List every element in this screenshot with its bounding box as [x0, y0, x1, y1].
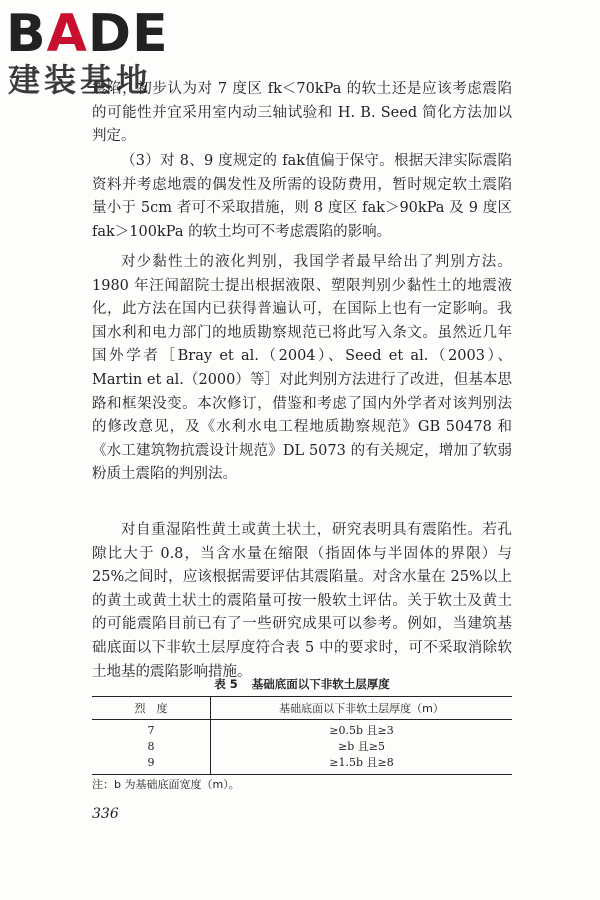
table-row — [92, 739, 512, 755]
header-intensity: 烈 度 — [92, 697, 211, 720]
paragraph-4 — [92, 519, 512, 684]
paragraph-text: （3）对 8、9 度规定的 fak值偏于保守。根据天津实际震陷资料并考虑地震的偶发性及所需的设防费用，暂时规定软土震陷量小于 5cm 者可不采取措施，则 8 度区 fak＞90kPa 及 9 度区 fak＞100kPa 的软土均可不考虑震陷的影响。 — [92, 153, 512, 240]
table-caption — [92, 676, 512, 692]
cell-thickness: ≥1.5b 且≥8 — [211, 755, 513, 775]
paragraph-text: 对少黏性土的液化判别，我国学者最早给出了判别方法。1980 年汪闻韶院士提出根据液限、塑限判别少黏性土的地震液化，此方法在国内已获得普遍认可，在国际上也有一定影响。我国水利和电力部门的地质勘察规范已将此写入条文。虽然近几年国外学者［Bray et al.（2004）、Seed et al.（2003）、Martin et al.（2000）等］对此判别方法进行了改进，但基本思路和框架没变。本次修订，借鉴和考虑了国内外学者对该判别法的修改意见，及《水利水电工程地质勘察规范》GB 50478 和《水工建筑物抗震设计规范》DL 5073 的有关规定，增加了软弱粉质土震陷的判别法。 — [92, 254, 512, 483]
cell-intensity: 8 — [92, 739, 211, 755]
header-thickness: 基础底面以下非软土层厚度（m） — [211, 697, 513, 720]
table-caption-number: 表 5 — [214, 677, 238, 691]
table-note: 注：b 为基础底面宽度（m）。 — [92, 778, 240, 791]
paragraph-1 — [92, 78, 512, 149]
table-row — [92, 720, 512, 740]
table-row — [92, 755, 512, 775]
cell-thickness: ≥b 且≥5 — [338, 740, 385, 753]
paragraph-2 — [92, 150, 512, 244]
logo-brand-sub: 建装基地 — [8, 61, 153, 99]
paragraph-3 — [92, 251, 512, 487]
table-caption-title: 基础底面以下非软土层厚度 — [251, 677, 390, 691]
logo-brand-main: BADE — [6, 4, 169, 64]
data-table — [92, 696, 512, 775]
paragraph-text: 对自重湿陷性黄土或黄土状土，研究表明具有震陷性。若孔隙比大于 0.8，当含水量在缩限（指固体与半固体的界限）与 25%之间时，应该根据需要评估其震陷量。对含水量在 25%以上的黄土或黄土状土的震陷量可按一般软土评估。关于软土及黄土的可能震陷目前已有了一些研究成果可以参考。例如，当建筑基础底面以下非软土层厚度符合表 5 中的要求时，可不采取消除软土地基的震陷影响措施。 — [92, 522, 512, 680]
paragraph-text: 震陷，初步认为对 7 度区 fk＜70kPa 的软土还是应该考虑震陷的可能性并宜采用室内动三轴试验和 H. B. Seed 简化方法加以判定。 — [92, 81, 512, 145]
cell-thickness: ≥0.5b 且≥3 — [329, 724, 394, 737]
table-header-row — [92, 697, 512, 720]
cell-intensity: 7 — [92, 720, 211, 740]
cell-intensity: 9 — [92, 755, 211, 775]
page-number: 336 — [92, 806, 119, 822]
